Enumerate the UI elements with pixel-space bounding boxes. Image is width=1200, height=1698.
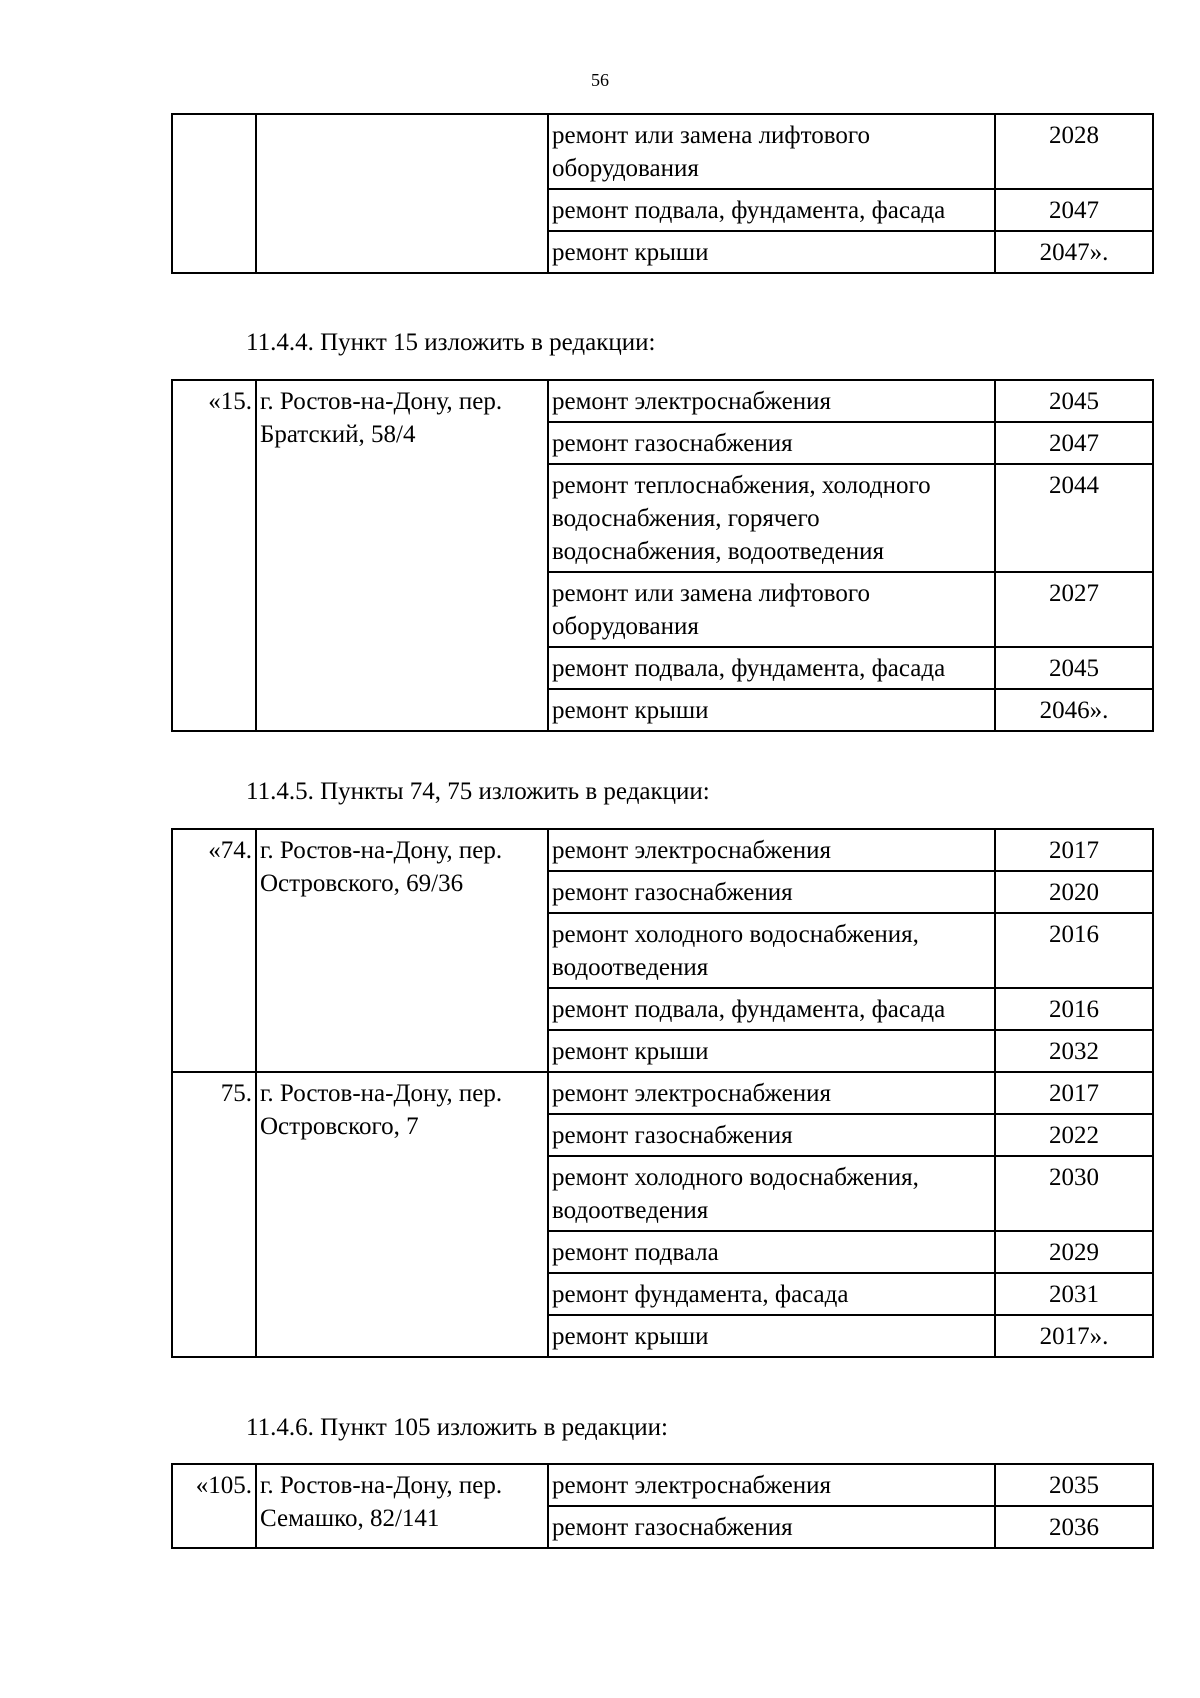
repair-year: 2017». (995, 1315, 1153, 1357)
repair-work-type: ремонт крыши (548, 689, 995, 731)
repair-year: 2046». (995, 689, 1153, 731)
item-number: «74. (172, 829, 256, 1072)
section-heading-11-4-6: 11.4.6. Пункт 105 изложить в редакции: (246, 1414, 668, 1441)
item-number (172, 114, 256, 273)
repair-work-type: ремонт электроснабжения (548, 1464, 995, 1506)
repair-year: 2016 (995, 988, 1153, 1030)
repair-work-type: ремонт электроснабжения (548, 380, 995, 422)
repair-work-type: ремонт крыши (548, 231, 995, 273)
repair-table-continuation (171, 113, 1154, 274)
table-row (172, 1464, 1153, 1506)
repair-year: 2045 (995, 380, 1153, 422)
repair-work-type: ремонт подвала (548, 1231, 995, 1273)
repair-year: 2047 (995, 422, 1153, 464)
repair-work-type: ремонт подвала, фундамента, фасада (548, 647, 995, 689)
building-address (256, 114, 548, 273)
building-address: г. Ростов-на-Дону, пер. Островского, 69/36 (256, 829, 548, 1072)
repair-table-items-74-75 (171, 828, 1154, 1358)
repair-year: 2047 (995, 189, 1153, 231)
building-address: г. Ростов-на-Дону, пер. Семашко, 82/141 (256, 1464, 548, 1548)
repair-year: 2020 (995, 871, 1153, 913)
repair-year: 2031 (995, 1273, 1153, 1315)
building-address: г. Ростов-на-Дону, пер. Братский, 58/4 (256, 380, 548, 731)
repair-work-type: ремонт или замена лифтового оборудования (548, 114, 995, 189)
repair-work-type: ремонт фундамента, фасада (548, 1273, 995, 1315)
repair-work-type: ремонт подвала, фундамента, фасада (548, 189, 995, 231)
repair-work-type: ремонт крыши (548, 1315, 995, 1357)
item-number: «105. (172, 1464, 256, 1548)
repair-work-type: ремонт газоснабжения (548, 1506, 995, 1548)
repair-work-type: ремонт холодного водоснабжения, водоотведения (548, 913, 995, 988)
table-row (172, 114, 1153, 189)
repair-year: 2036 (995, 1506, 1153, 1548)
repair-work-type: ремонт теплоснабжения, холодного водоснабжения, горячего водоснабжения, водоотведения (548, 464, 995, 572)
item-number: «15. (172, 380, 256, 731)
repair-work-type: ремонт газоснабжения (548, 1114, 995, 1156)
item-number: 75. (172, 1072, 256, 1357)
repair-work-type: ремонт холодного водоснабжения, водоотведения (548, 1156, 995, 1231)
repair-year: 2017 (995, 1072, 1153, 1114)
page-number: 56 (591, 70, 609, 90)
table-row (172, 1072, 1153, 1114)
repair-table-item-105 (171, 1463, 1154, 1549)
repair-year: 2032 (995, 1030, 1153, 1072)
repair-work-type: ремонт электроснабжения (548, 829, 995, 871)
repair-work-type: ремонт газоснабжения (548, 871, 995, 913)
building-address: г. Ростов-на-Дону, пер. Островского, 7 (256, 1072, 548, 1357)
table-row (172, 829, 1153, 871)
repair-year: 2047». (995, 231, 1153, 273)
section-heading-11-4-4: 11.4.4. Пункт 15 изложить в редакции: (246, 329, 656, 356)
repair-year: 2035 (995, 1464, 1153, 1506)
repair-table-item-15 (171, 379, 1154, 732)
repair-year: 2016 (995, 913, 1153, 988)
repair-work-type: ремонт крыши (548, 1030, 995, 1072)
repair-year: 2029 (995, 1231, 1153, 1273)
repair-year: 2030 (995, 1156, 1153, 1231)
repair-year: 2045 (995, 647, 1153, 689)
repair-work-type: ремонт газоснабжения (548, 422, 995, 464)
repair-year: 2028 (995, 114, 1153, 189)
repair-year: 2044 (995, 464, 1153, 572)
repair-year: 2022 (995, 1114, 1153, 1156)
repair-year: 2027 (995, 572, 1153, 647)
table-row (172, 380, 1153, 422)
repair-year: 2017 (995, 829, 1153, 871)
section-heading-11-4-5: 11.4.5. Пункты 74, 75 изложить в редакции: (246, 778, 710, 805)
repair-work-type: ремонт электроснабжения (548, 1072, 995, 1114)
repair-work-type: ремонт подвала, фундамента, фасада (548, 988, 995, 1030)
repair-work-type: ремонт или замена лифтового оборудования (548, 572, 995, 647)
